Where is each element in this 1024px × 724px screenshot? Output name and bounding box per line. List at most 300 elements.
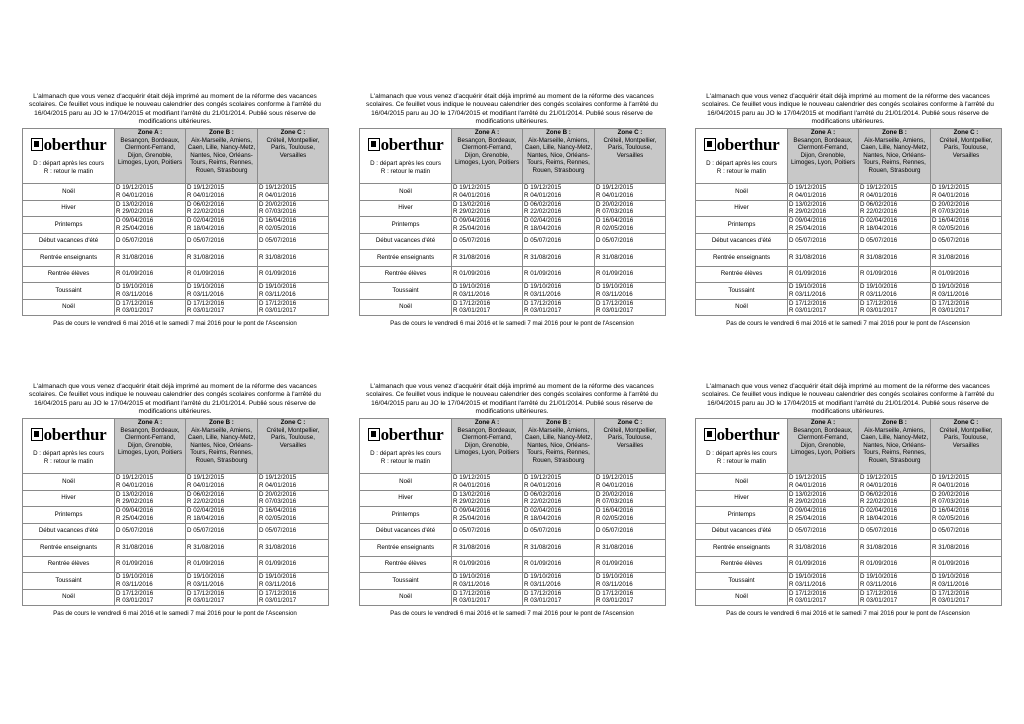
zone-a-dates — [115, 200, 186, 217]
ascension-note: Pas de cours le vendredi 6 mai 2016 et le samedi 7 mai 2016 pour le pont de l'Ascension — [53, 320, 297, 327]
zone-c-dates — [595, 556, 666, 573]
date-line-second: R 03/01/2017 — [789, 307, 827, 315]
date-line-second: R 03/01/2017 — [187, 307, 225, 315]
date-line-first: R 01/09/2016 — [259, 270, 297, 278]
date-line-first: D 17/12/2016 — [524, 589, 562, 597]
brand-cell — [23, 129, 115, 184]
date-line-second: R 18/04/2016 — [524, 224, 562, 232]
date-line-second: R 03/01/2017 — [187, 597, 225, 605]
zone-c-dates — [595, 184, 666, 201]
date-line-first: D 13/02/2016 — [116, 200, 154, 208]
date-line-second: R 03/01/2017 — [524, 597, 562, 605]
zone-b-dates — [859, 233, 931, 250]
date-line-first: D 17/12/2016 — [187, 589, 225, 597]
date-line-first: D 17/12/2016 — [453, 589, 491, 597]
zone-a-dates — [788, 283, 859, 300]
zone-a-dates — [788, 233, 859, 250]
calendar-table — [695, 418, 1002, 606]
date-line-first: D 19/10/2016 — [116, 283, 154, 291]
calendar-rows — [360, 184, 666, 316]
calendar-panel — [22, 383, 328, 617]
zone-cities: Aix-Marseille, Amiens, Caen, Lille, Nancy-Metz, Nantes, Nice, Orléans-Tours, Reims, Rennes, Rouen, Strasbourg — [524, 426, 593, 464]
zone-b-dates — [186, 299, 258, 316]
date-line-second: R 03/01/2017 — [116, 307, 154, 315]
date-line-second: R 29/02/2016 — [116, 208, 154, 216]
zone-cities: Aix-Marseille, Amiens, Caen, Lille, Nancy-Metz, Nantes, Nice, Orléans-Tours, Reims, Rennes, Rouen, Strasbourg — [860, 426, 929, 464]
period-label: Rentrée élèves — [360, 266, 452, 283]
date-line-first: D 19/12/2015 — [524, 184, 562, 192]
zone-a-dates — [788, 474, 859, 491]
zone-b-dates — [859, 589, 931, 606]
zone-b-dates — [186, 573, 258, 590]
date-line-first: R 01/09/2016 — [116, 270, 154, 278]
header-row — [696, 419, 1002, 474]
zone-a-header — [115, 129, 186, 184]
zone-a-dates — [452, 217, 523, 234]
table-row — [360, 573, 666, 590]
period-label: Noël — [696, 474, 788, 491]
date-line-second: R 29/02/2016 — [116, 498, 154, 506]
date-line-first: D 09/04/2016 — [789, 217, 827, 225]
brand-name: oberthur — [716, 424, 780, 444]
zone-b-header — [186, 129, 258, 184]
zone-c-dates — [595, 589, 666, 606]
date-line-first: R 01/09/2016 — [860, 270, 898, 278]
zone-b-dates — [859, 217, 931, 234]
date-line-second: R 03/11/2016 — [259, 290, 296, 298]
table-row — [360, 233, 666, 250]
zone-a-dates — [788, 573, 859, 590]
zone-c-dates — [258, 250, 329, 267]
date-line-first: D 17/12/2016 — [932, 589, 970, 597]
date-line-first: D 09/04/2016 — [116, 217, 154, 225]
zone-a-dates — [452, 523, 523, 540]
table-row — [360, 523, 666, 540]
date-line-first: D 17/12/2016 — [116, 299, 154, 307]
date-line-first: R 01/09/2016 — [932, 560, 970, 568]
date-line-second: R 02/05/2016 — [259, 514, 297, 522]
period-label: Toussaint — [696, 283, 788, 300]
period-label: Printemps — [696, 217, 788, 234]
oberthur-logo-icon — [31, 138, 43, 151]
date-line-first: R 31/08/2016 — [524, 543, 562, 551]
date-line-second: R 04/01/2016 — [187, 191, 225, 199]
zone-b-dates — [523, 523, 595, 540]
table-row — [696, 283, 1002, 300]
date-line-first: D 20/02/2016 — [259, 490, 297, 498]
date-line-first: D 06/02/2016 — [524, 490, 562, 498]
zone-b-header — [859, 419, 931, 474]
zone-cities: Besançon, Bordeaux, Clermont-Ferrand, Dijon, Grenoble, Limoges, Lyon, Poitiers — [454, 426, 520, 457]
table-row — [360, 217, 666, 234]
zone-a-dates — [452, 233, 523, 250]
table-row — [360, 507, 666, 524]
date-line-first: D 16/04/2016 — [259, 507, 297, 515]
date-line-second: R 04/01/2016 — [116, 191, 154, 199]
period-label: Hiver — [23, 200, 115, 217]
date-line-first: D 06/02/2016 — [187, 490, 225, 498]
period-label: Printemps — [360, 217, 452, 234]
table-row — [23, 233, 329, 250]
table-row — [23, 217, 329, 234]
brand-cell — [360, 419, 452, 474]
date-line-first: R 31/08/2016 — [789, 543, 827, 551]
date-line-first: D 05/07/2016 — [789, 527, 827, 535]
intro-text: L'almanach que vous venez d'acquérir était déjà imprimé au moment de la réforme des vacances scolaires. Ce feuillet vous indique le nouveau calendrier des congés scolaires conforme à l'arrêté du 16/04/2015 paru au JO le 17/04/2015 et modifiant l'arrêté du 21/01/2014. Publié sous réserve de modifications ultérieures. — [366, 383, 658, 416]
date-line-first: D 17/12/2016 — [932, 299, 970, 307]
date-line-first: R 31/08/2016 — [932, 253, 970, 261]
date-line-first: D 19/12/2015 — [259, 184, 297, 192]
table-row — [23, 507, 329, 524]
calendar-table — [22, 418, 329, 606]
date-line-first: D 02/04/2016 — [524, 217, 562, 225]
period-label: Toussaint — [696, 573, 788, 590]
zone-c-dates — [258, 507, 329, 524]
date-line-first: D 13/02/2016 — [789, 200, 827, 208]
date-line-second: R 03/11/2016 — [596, 290, 633, 298]
date-line-second: R 04/01/2016 — [524, 191, 562, 199]
date-line-first: D 19/10/2016 — [932, 283, 970, 291]
zone-a-dates — [788, 184, 859, 201]
table-row — [23, 540, 329, 557]
zone-c-dates — [258, 523, 329, 540]
period-label: Début vacances d'été — [360, 523, 452, 540]
zone-a-dates — [788, 266, 859, 283]
legend-depart: D : départ après les cours — [706, 160, 777, 167]
zone-b-dates — [523, 507, 595, 524]
zone-c-dates — [931, 266, 1002, 283]
zone-cities: Aix-Marseille, Amiens, Caen, Lille, Nancy-Metz, Nantes, Nice, Orléans-Tours, Reims, Rennes, Rouen, Strasbourg — [187, 426, 256, 464]
date-line-second: R 29/02/2016 — [453, 498, 491, 506]
date-line-second: R 03/11/2016 — [524, 580, 561, 588]
date-line-second: R 04/01/2016 — [596, 481, 634, 489]
table-row — [696, 299, 1002, 316]
intro-text: L'almanach que vous venez d'acquérir était déjà imprimé au moment de la réforme des vacances scolaires. Ce feuillet vous indique le nouveau calendrier des congés scolaires conforme à l'arrêté du 16/04/2015 paru au JO le 17/04/2015 et modifiant l'arrêté du 21/01/2014. Publié sous réserve de modifications ultérieures. — [29, 383, 321, 416]
zone-cities: Créteil, Montpellier, Paris, Toulouse, Versailles — [603, 426, 657, 449]
date-line-first: D 19/10/2016 — [860, 573, 898, 581]
date-line-first: D 05/07/2016 — [596, 527, 634, 535]
date-line-first: D 02/04/2016 — [860, 507, 898, 515]
zone-a-dates — [788, 490, 859, 507]
date-line-second: R 03/01/2017 — [453, 597, 491, 605]
date-line-second: R 18/04/2016 — [524, 514, 562, 522]
date-line-first: D 05/07/2016 — [453, 527, 491, 535]
table-row — [696, 250, 1002, 267]
zone-cities: Créteil, Montpellier, Paris, Toulouse, Versailles — [939, 426, 993, 449]
calendar-table — [695, 128, 1002, 316]
ascension-note: Pas de cours le vendredi 6 mai 2016 et le samedi 7 mai 2016 pour le pont de l'Ascension — [53, 610, 297, 617]
zone-b-dates — [523, 474, 595, 491]
date-line-first: D 05/07/2016 — [259, 527, 297, 535]
period-label: Noël — [23, 184, 115, 201]
date-line-second: R 04/01/2016 — [259, 191, 297, 199]
period-label: Rentrée enseignants — [23, 540, 115, 557]
zone-a-dates — [452, 556, 523, 573]
zone-c-dates — [258, 233, 329, 250]
date-line-first: D 19/10/2016 — [259, 573, 297, 581]
date-line-first: R 31/08/2016 — [259, 543, 297, 551]
date-line-second: R 04/01/2016 — [524, 481, 562, 489]
date-line-first: D 13/02/2016 — [453, 490, 491, 498]
zone-a-dates — [452, 250, 523, 267]
period-label: Noël — [23, 474, 115, 491]
zone-b-header — [523, 129, 595, 184]
table-row — [696, 217, 1002, 234]
zone-c-dates — [595, 573, 666, 590]
period-label: Toussaint — [23, 573, 115, 590]
period-label: Rentrée élèves — [696, 556, 788, 573]
date-line-first: D 02/04/2016 — [524, 507, 562, 515]
date-line-second: R 03/01/2017 — [596, 597, 634, 605]
zone-b-dates — [523, 217, 595, 234]
legend-depart: D : départ après les cours — [33, 160, 104, 167]
date-line-first: D 17/12/2016 — [860, 589, 898, 597]
table-row — [360, 490, 666, 507]
zone-name: Zone C : — [617, 419, 643, 426]
zone-c-dates — [258, 556, 329, 573]
zone-b-dates — [186, 556, 258, 573]
date-line-first: R 01/09/2016 — [596, 270, 634, 278]
date-line-second: R 03/11/2016 — [789, 290, 826, 298]
zone-c-dates — [931, 490, 1002, 507]
calendar-table — [359, 418, 666, 606]
zone-b-dates — [859, 299, 931, 316]
intro-text: L'almanach que vous venez d'acquérir était déjà imprimé au moment de la réforme des vacances scolaires. Ce feuillet vous indique le nouveau calendrier des congés scolaires conforme à l'arrêté du 16/04/2015 paru au JO le 17/04/2015 et modifiant l'arrêté du 21/01/2014. Publié sous réserve de modifications ultérieures. — [29, 93, 321, 126]
date-line-second: R 04/01/2016 — [187, 481, 225, 489]
date-line-first: R 01/09/2016 — [932, 270, 970, 278]
zone-c-dates — [595, 233, 666, 250]
zone-c-dates — [258, 490, 329, 507]
legend-depart: D : départ après les cours — [33, 450, 104, 457]
date-line-first: D 17/12/2016 — [860, 299, 898, 307]
date-line-second: R 25/04/2016 — [116, 224, 154, 232]
period-label: Noël — [360, 474, 452, 491]
zone-a-dates — [452, 283, 523, 300]
date-line-first: D 05/07/2016 — [116, 237, 154, 245]
zone-b-dates — [186, 474, 258, 491]
legend-retour: R : retour le matin — [716, 167, 767, 175]
date-line-second: R 03/11/2016 — [116, 580, 153, 588]
zone-cities: Aix-Marseille, Amiens, Caen, Lille, Nancy-Metz, Nantes, Nice, Orléans-Tours, Reims, Rennes, Rouen, Strasbourg — [860, 136, 929, 174]
date-line-first: R 01/09/2016 — [259, 560, 297, 568]
ascension-note: Pas de cours le vendredi 6 mai 2016 et le samedi 7 mai 2016 pour le pont de l'Ascension — [726, 610, 970, 617]
zone-c-dates — [595, 250, 666, 267]
zone-a-dates — [788, 299, 859, 316]
date-line-first: R 31/08/2016 — [524, 253, 562, 261]
zone-b-dates — [859, 266, 931, 283]
date-line-second: R 02/05/2016 — [596, 224, 634, 232]
intro-text: L'almanach que vous venez d'acquérir était déjà imprimé au moment de la réforme des vacances scolaires. Ce feuillet vous indique le nouveau calendrier des congés scolaires conforme à l'arrêté du 16/04/2015 paru au JO le 17/04/2015 et modifiant l'arrêté du 21/01/2014. Publié sous réserve de modifications ultérieures. — [702, 383, 994, 416]
period-label: Printemps — [360, 507, 452, 524]
zone-cities: Besançon, Bordeaux, Clermont-Ferrand, Dijon, Grenoble, Limoges, Lyon, Poitiers — [790, 136, 856, 167]
date-line-first: R 01/09/2016 — [789, 560, 827, 568]
zone-b-dates — [523, 266, 595, 283]
date-line-second: R 07/03/2016 — [932, 208, 970, 216]
date-line-second: R 03/11/2016 — [453, 290, 490, 298]
zone-c-dates — [931, 540, 1002, 557]
date-line-first: D 05/07/2016 — [789, 237, 827, 245]
zone-a-header — [788, 129, 859, 184]
date-line-second: R 22/02/2016 — [860, 208, 898, 216]
zone-name: Zone B : — [209, 129, 234, 136]
date-line-first: D 19/10/2016 — [524, 283, 562, 291]
date-line-first: D 17/12/2016 — [596, 299, 634, 307]
brand-cell — [360, 129, 452, 184]
zone-a-header — [115, 419, 186, 474]
zone-cities: Besançon, Bordeaux, Clermont-Ferrand, Dijon, Grenoble, Limoges, Lyon, Poitiers — [117, 136, 183, 167]
table-row — [696, 200, 1002, 217]
date-line-second: R 03/11/2016 — [116, 290, 153, 298]
zone-a-dates — [452, 573, 523, 590]
table-row — [23, 200, 329, 217]
date-line-first: R 01/09/2016 — [453, 270, 491, 278]
date-line-first: R 01/09/2016 — [116, 560, 154, 568]
zone-cities: Aix-Marseille, Amiens, Caen, Lille, Nancy-Metz, Nantes, Nice, Orléans-Tours, Reims, Rennes, Rouen, Strasbourg — [524, 136, 593, 174]
date-line-second: R 03/01/2017 — [259, 597, 297, 605]
table-row — [696, 540, 1002, 557]
zone-c-header — [258, 129, 329, 184]
zone-c-dates — [595, 540, 666, 557]
zone-name: Zone B : — [546, 419, 571, 426]
oberthur-logo-icon — [31, 428, 43, 441]
zone-a-dates — [115, 523, 186, 540]
date-line-first: R 01/09/2016 — [596, 560, 634, 568]
table-row — [23, 589, 329, 606]
date-line-first: D 16/04/2016 — [596, 217, 634, 225]
calendar-panel — [695, 383, 1001, 617]
table-row — [360, 283, 666, 300]
zone-b-header — [186, 419, 258, 474]
table-row — [360, 556, 666, 573]
zone-b-dates — [523, 589, 595, 606]
zone-c-dates — [595, 299, 666, 316]
zone-b-dates — [523, 573, 595, 590]
period-label: Rentrée élèves — [23, 556, 115, 573]
ascension-note: Pas de cours le vendredi 6 mai 2016 et le samedi 7 mai 2016 pour le pont de l'Ascension — [726, 320, 970, 327]
table-row — [696, 233, 1002, 250]
date-line-second: R 02/05/2016 — [259, 224, 297, 232]
table-row — [23, 299, 329, 316]
date-line-first: D 19/12/2015 — [187, 184, 225, 192]
table-row — [696, 556, 1002, 573]
header-row — [360, 129, 666, 184]
zone-b-dates — [859, 573, 931, 590]
zone-c-dates — [931, 233, 1002, 250]
date-line-first: R 31/08/2016 — [187, 543, 225, 551]
date-line-first: D 17/12/2016 — [453, 299, 491, 307]
date-line-first: D 06/02/2016 — [860, 200, 898, 208]
date-line-first: D 19/10/2016 — [789, 573, 827, 581]
zone-name: Zone A : — [810, 129, 836, 136]
zone-c-dates — [595, 490, 666, 507]
date-line-second: R 03/11/2016 — [187, 290, 224, 298]
date-line-second: R 07/03/2016 — [596, 208, 634, 216]
table-row — [23, 184, 329, 201]
date-line-first: R 31/08/2016 — [453, 543, 491, 551]
date-line-first: R 31/08/2016 — [116, 253, 154, 261]
period-label: Rentrée élèves — [23, 266, 115, 283]
period-label: Noël — [360, 184, 452, 201]
date-line-second: R 04/01/2016 — [259, 481, 297, 489]
zone-a-dates — [452, 589, 523, 606]
zone-c-dates — [258, 299, 329, 316]
date-line-second: R 04/01/2016 — [789, 191, 827, 199]
zone-b-dates — [859, 474, 931, 491]
zone-b-dates — [186, 233, 258, 250]
date-line-second: R 04/01/2016 — [596, 191, 634, 199]
date-line-first: D 19/10/2016 — [259, 283, 297, 291]
date-line-first: D 09/04/2016 — [453, 507, 491, 515]
zone-b-dates — [859, 250, 931, 267]
zone-b-dates — [186, 184, 258, 201]
date-line-first: D 17/12/2016 — [524, 299, 562, 307]
zone-b-dates — [859, 507, 931, 524]
date-line-first: R 31/08/2016 — [860, 253, 898, 261]
oberthur-logo-icon — [368, 138, 380, 151]
date-line-first: D 19/10/2016 — [524, 573, 562, 581]
date-line-first: D 19/12/2015 — [524, 474, 562, 482]
zone-b-dates — [523, 490, 595, 507]
header-row — [23, 129, 329, 184]
table-row — [696, 490, 1002, 507]
zone-a-dates — [788, 507, 859, 524]
date-line-first: D 20/02/2016 — [596, 490, 634, 498]
zone-c-dates — [258, 474, 329, 491]
date-line-second: R 03/11/2016 — [259, 580, 296, 588]
period-label: Noël — [23, 299, 115, 316]
date-line-second: R 25/04/2016 — [789, 224, 827, 232]
period-label: Hiver — [696, 490, 788, 507]
zone-name: Zone B : — [209, 419, 234, 426]
zone-name: Zone C : — [280, 419, 306, 426]
date-line-first: D 09/04/2016 — [789, 507, 827, 515]
date-line-first: D 19/10/2016 — [453, 283, 491, 291]
legend-retour: R : retour le matin — [380, 167, 431, 175]
date-line-first: R 31/08/2016 — [789, 253, 827, 261]
date-line-first: D 17/12/2016 — [596, 589, 634, 597]
date-line-second: R 03/11/2016 — [596, 580, 633, 588]
zone-b-dates — [859, 490, 931, 507]
date-line-second: R 22/02/2016 — [187, 208, 225, 216]
zone-a-header — [452, 419, 523, 474]
zone-c-dates — [258, 200, 329, 217]
zone-b-dates — [859, 184, 931, 201]
date-line-first: R 31/08/2016 — [453, 253, 491, 261]
zone-c-dates — [258, 540, 329, 557]
date-line-first: D 16/04/2016 — [932, 217, 970, 225]
date-line-second: R 04/01/2016 — [860, 481, 898, 489]
period-label: Début vacances d'été — [23, 233, 115, 250]
zone-b-dates — [859, 523, 931, 540]
date-line-second: R 03/01/2017 — [524, 307, 562, 315]
zone-c-dates — [258, 573, 329, 590]
zone-b-dates — [859, 283, 931, 300]
date-line-second: R 04/01/2016 — [789, 481, 827, 489]
legend-depart: D : départ après les cours — [370, 160, 441, 167]
period-label: Rentrée enseignants — [696, 540, 788, 557]
zone-name: Zone A : — [474, 419, 500, 426]
zone-c-dates — [595, 283, 666, 300]
period-label: Rentrée élèves — [360, 556, 452, 573]
date-line-first: D 19/12/2015 — [932, 474, 970, 482]
date-line-second: R 02/05/2016 — [932, 514, 970, 522]
date-line-first: D 17/12/2016 — [259, 589, 297, 597]
date-line-second: R 03/11/2016 — [187, 580, 224, 588]
period-label: Printemps — [696, 507, 788, 524]
zone-b-dates — [186, 250, 258, 267]
date-line-first: D 05/07/2016 — [187, 237, 225, 245]
date-line-second: R 03/11/2016 — [860, 290, 897, 298]
